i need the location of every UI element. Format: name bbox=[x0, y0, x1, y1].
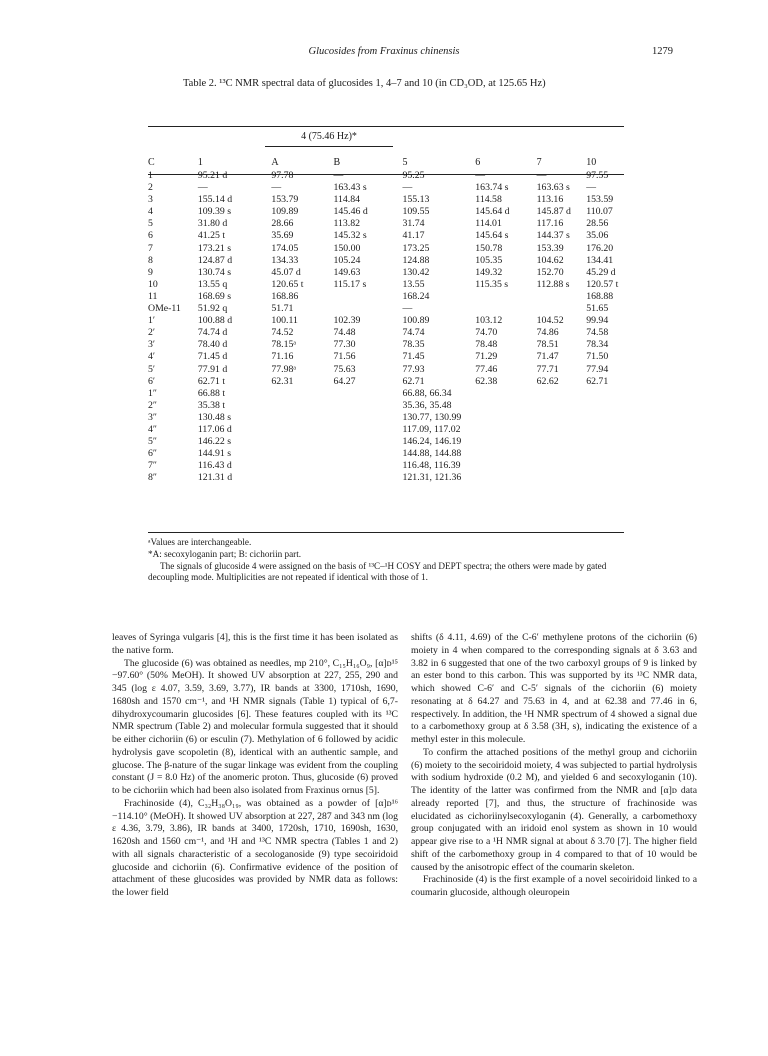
shift-value-cell: 145.87 d bbox=[536, 206, 571, 218]
shift-value-cell: 145.64 d bbox=[475, 206, 510, 218]
shift-value-cell: 104.62 bbox=[536, 254, 564, 266]
shift-value-cell: 66.88, 66.34 bbox=[402, 387, 452, 399]
table-row bbox=[148, 472, 624, 484]
shift-value-cell: 41.25 t bbox=[197, 230, 226, 242]
table-footnotes bbox=[148, 537, 628, 584]
shift-value-cell: 100.89 bbox=[402, 315, 430, 327]
shift-value-cell: 74.70 bbox=[475, 327, 498, 339]
column-header: A bbox=[271, 156, 279, 168]
table-row bbox=[148, 460, 624, 472]
shift-value-cell: 71.47 bbox=[536, 351, 559, 363]
shift-value-cell: 74.48 bbox=[333, 327, 356, 339]
body-column-right bbox=[411, 632, 697, 900]
shift-value-cell: 74.74 bbox=[402, 327, 425, 339]
shift-value-cell: 105.35 bbox=[475, 254, 503, 266]
shift-value-cell: 110.07 bbox=[586, 206, 613, 218]
table-span-header: 4 (75.46 Hz)* bbox=[301, 131, 357, 142]
shift-value-cell bbox=[325, 388, 390, 400]
shift-value-cell bbox=[268, 460, 325, 472]
shift-value-cell: 117.06 d bbox=[197, 423, 232, 435]
carbon-label-cell: 4′ bbox=[148, 351, 156, 363]
carbon-label-cell: 4 bbox=[148, 206, 153, 218]
shift-value-cell: 144.37 s bbox=[536, 230, 570, 242]
carbon-label-cell: 7 bbox=[148, 242, 153, 254]
table-row bbox=[148, 182, 624, 194]
paragraph: shifts (δ 4.11, 4.69) of the C-6′ methylene protons of the cichoriin (6) moiety in 4 when compared to the corresponding signals at δ 3.63 and 3.82 in 6 suggested that one of the two carboxyl groups of 9 is linked by an ester bond to this carbon. This was supported by its ¹³C NMR data, which showed C-6′ and C-5′ signals of the cichoriin (6) moiety resonating at δ 64.27 and 75.63 in 4, and at 62.38 and 77.46 in 6, respectively. In addition, the ¹H NMR spectrum of 4 showed a signal due to a carbomethoxy group at δ 3.58 (3H, s), indicating the existence of a methyl ester in this molecule. bbox=[411, 632, 697, 745]
shift-value-cell: 120.65 t bbox=[271, 278, 304, 290]
shift-value-cell: 77.94 bbox=[586, 363, 609, 375]
shift-value-cell: 51.92 q bbox=[197, 303, 228, 315]
shift-value-cell: 77.91 d bbox=[197, 363, 228, 375]
shift-value-cell: 155.14 d bbox=[197, 194, 233, 206]
shift-value-cell: 109.89 bbox=[271, 206, 299, 218]
shift-value-cell: 105.24 bbox=[333, 254, 361, 266]
table-row bbox=[148, 303, 624, 315]
shift-value-cell: 51.65 bbox=[586, 303, 609, 315]
shift-value-cell: 155.13 bbox=[402, 194, 430, 206]
shift-value-cell bbox=[582, 412, 624, 424]
shift-value-cell: 168.86 bbox=[271, 290, 299, 302]
carbon-label-cell: 6 bbox=[148, 230, 153, 242]
shift-value-cell: 74.86 bbox=[536, 327, 559, 339]
shift-value-cell bbox=[582, 448, 624, 460]
shift-value-cell: 116.43 d bbox=[197, 460, 232, 472]
shift-value-cell bbox=[461, 472, 524, 484]
carbon-label-cell: 5″ bbox=[148, 436, 157, 448]
column-header: C bbox=[148, 156, 155, 168]
shift-value-cell: 134.41 bbox=[586, 254, 614, 266]
shift-value-cell: 62.38 bbox=[475, 375, 498, 387]
shift-value-cell: 78.40 d bbox=[197, 339, 228, 351]
shift-value-cell: 77.98ᵃ bbox=[271, 363, 297, 375]
carbon-label-cell: 1 bbox=[148, 170, 153, 181]
shift-value-cell: 71.16 bbox=[271, 351, 294, 363]
shift-value-cell: 114.84 bbox=[333, 194, 361, 206]
shift-value-cell: 176.20 bbox=[586, 242, 614, 254]
carbon-label-cell: 1″ bbox=[148, 387, 157, 399]
carbon-label-cell: 7″ bbox=[148, 460, 157, 472]
shift-value-cell: 100.11 bbox=[271, 315, 298, 327]
carbon-label-cell: 6′ bbox=[148, 375, 156, 387]
column-header: 10 bbox=[586, 156, 597, 168]
shift-value-cell: 115.17 s bbox=[333, 278, 367, 290]
table-row bbox=[148, 291, 624, 303]
shift-value-cell bbox=[461, 412, 524, 424]
shift-value-cell bbox=[325, 303, 390, 315]
shift-value-cell: 97.55 bbox=[586, 170, 609, 181]
shift-value-cell: 144.88, 144.88 bbox=[402, 448, 462, 460]
shift-value-cell: 113.16 bbox=[536, 194, 564, 206]
table-row bbox=[148, 400, 624, 412]
shift-value-cell bbox=[268, 388, 325, 400]
table-row bbox=[148, 339, 624, 351]
shift-value-cell: 104.52 bbox=[536, 315, 564, 327]
shift-value-cell: 173.25 bbox=[402, 242, 430, 254]
shift-value-cell: 74.74 d bbox=[197, 327, 228, 339]
shift-value-cell: 77.46 bbox=[475, 363, 498, 375]
shift-value-cell: 51.71 bbox=[271, 303, 294, 315]
shift-value-cell bbox=[582, 400, 624, 412]
table-row bbox=[148, 267, 624, 279]
shift-value-cell: 78.35 bbox=[402, 339, 425, 351]
shift-value-cell: 145.64 s bbox=[475, 230, 509, 242]
table-row bbox=[148, 412, 624, 424]
shift-value-cell: 77.30 bbox=[333, 339, 356, 351]
shift-value-cell bbox=[461, 448, 524, 460]
shift-value-cell: 28.66 bbox=[271, 218, 294, 230]
shift-value-cell: 124.88 bbox=[402, 254, 430, 266]
column-header: 6 bbox=[475, 156, 481, 168]
table-body bbox=[148, 170, 624, 484]
carbon-label-cell: 9 bbox=[148, 266, 153, 278]
shift-value-cell: 144.91 s bbox=[197, 448, 232, 460]
shift-value-cell: 62.31 bbox=[271, 375, 294, 387]
shift-value-cell: 153.39 bbox=[536, 242, 564, 254]
shift-value-cell bbox=[582, 460, 624, 472]
shift-value-cell: 168.69 s bbox=[197, 290, 232, 302]
body-column-left bbox=[112, 632, 398, 900]
shift-value-cell: 174.05 bbox=[271, 242, 299, 254]
shift-value-cell: 62.71 bbox=[586, 375, 609, 387]
carbon-label-cell: 3′ bbox=[148, 339, 156, 351]
shift-value-cell: 31.74 bbox=[402, 218, 425, 230]
shift-value-cell bbox=[268, 412, 325, 424]
shift-value-cell: 163.63 s bbox=[536, 182, 570, 194]
shift-value-cell bbox=[525, 291, 583, 303]
shift-value-cell: 112.88 s bbox=[536, 278, 570, 290]
shift-value-cell: 78.51 bbox=[536, 339, 559, 351]
shift-value-cell bbox=[461, 436, 524, 448]
shift-value-cell: 145.46 d bbox=[333, 206, 368, 218]
carbon-label-cell: 6″ bbox=[148, 448, 157, 460]
column-header: B bbox=[333, 156, 341, 168]
shift-value-cell: 78.48 bbox=[475, 339, 498, 351]
shift-value-cell: — bbox=[271, 182, 282, 194]
shift-value-cell bbox=[268, 424, 325, 436]
shift-value-cell bbox=[325, 291, 390, 303]
table-row bbox=[148, 448, 624, 460]
shift-value-cell: 153.79 bbox=[271, 194, 299, 206]
shift-value-cell bbox=[461, 424, 524, 436]
carbon-label-cell: 11 bbox=[148, 290, 158, 302]
shift-value-cell bbox=[325, 436, 390, 448]
shift-value-cell bbox=[582, 472, 624, 484]
shift-value-cell: 71.45 d bbox=[197, 351, 228, 363]
shift-value-cell bbox=[525, 412, 583, 424]
shift-value-cell: 103.12 bbox=[475, 315, 503, 327]
shift-value-cell bbox=[525, 436, 583, 448]
table-row bbox=[148, 230, 624, 242]
shift-value-cell: 31.80 d bbox=[197, 218, 228, 230]
shift-value-cell: 13.55 bbox=[402, 278, 425, 290]
table-row bbox=[148, 327, 624, 339]
carbon-label-cell: 2 bbox=[148, 182, 153, 194]
shift-value-cell: 124.87 d bbox=[197, 254, 233, 266]
shift-value-cell: 95.21 d bbox=[197, 170, 228, 181]
shift-value-cell: 134.33 bbox=[271, 254, 299, 266]
carbon-label-cell: 5′ bbox=[148, 363, 156, 375]
shift-value-cell: 114.58 bbox=[475, 194, 502, 206]
shift-value-cell: 168.88 bbox=[586, 290, 614, 302]
table-row bbox=[148, 351, 624, 363]
shift-value-cell: 149.63 bbox=[333, 266, 361, 278]
shift-value-cell: 102.39 bbox=[333, 315, 361, 327]
table-row bbox=[148, 279, 624, 291]
shift-value-cell: 130.48 s bbox=[197, 411, 232, 423]
shift-value-cell: 117.09, 117.02 bbox=[402, 423, 461, 435]
page-number: 1279 bbox=[652, 46, 673, 57]
shift-value-cell: 99.94 bbox=[586, 315, 609, 327]
table-row bbox=[148, 388, 624, 400]
shift-value-cell bbox=[525, 388, 583, 400]
shift-value-cell: 113.82 bbox=[333, 218, 361, 230]
paragraph: To confirm the attached positions of the methyl group and cichoriin (6) moiety to the secoiridoid moiety, 4 was subjected to partial hydrolysis with sodium hydroxide (0.2 M), and yielded 6 and secoxyloganin (10). The identity of the latter was confirmed from the NMR and [α]ᴅ data already reported [7], and thus, the structure of frachinoside was elucidated as cichoriinylsecoxyloganin (4). Generally, a carbomethoxy group conjugated with an iridoid enol system as shown in 10 would appear give rise to a ¹H NMR signal at about δ 3.70 [7]. The higher field shift of the carbomethoxy group in 4 compared to that of 10 would be caused by the anisotropic effect of the coumarin skeleton. bbox=[411, 746, 697, 873]
shift-value-cell bbox=[461, 291, 524, 303]
shift-value-cell: 163.43 s bbox=[333, 182, 367, 194]
table-row bbox=[148, 206, 624, 218]
shift-value-cell: — bbox=[536, 170, 547, 181]
shift-value-cell: 146.22 s bbox=[197, 436, 232, 448]
shift-value-cell bbox=[525, 424, 583, 436]
shift-value-cell: 120.57 t bbox=[586, 278, 619, 290]
running-head-title: Glucosides from Fraxinus chinensis bbox=[308, 46, 460, 57]
shift-value-cell: 74.58 bbox=[586, 327, 609, 339]
carbon-label-cell: 8″ bbox=[148, 472, 157, 484]
shift-value-cell: 130.74 s bbox=[197, 266, 232, 278]
shift-value-cell: 145.32 s bbox=[333, 230, 367, 242]
shift-value-cell: 35.06 bbox=[586, 230, 609, 242]
column-header: 7 bbox=[536, 156, 542, 168]
table-caption: Table 2. ¹³C NMR spectral data of glucosides 1, 4–7 and 10 (in CD₃OD, at 125.65 Hz) bbox=[183, 78, 546, 89]
shift-value-cell: — bbox=[197, 182, 208, 194]
table-row bbox=[148, 364, 624, 376]
paragraph: Frachinoside (4) is the first example of a novel secoiridoid linked to a coumarin glucoside, although oleuropein bbox=[411, 874, 697, 898]
carbon-label-cell: 10 bbox=[148, 278, 158, 290]
shift-value-cell: 74.52 bbox=[271, 327, 294, 339]
shift-value-cell bbox=[525, 472, 583, 484]
shift-value-cell: 71.29 bbox=[475, 351, 498, 363]
table-row bbox=[148, 243, 624, 255]
shift-value-cell: 100.88 d bbox=[197, 315, 233, 327]
shift-value-cell bbox=[268, 448, 325, 460]
shift-value-cell: 35.36, 35.48 bbox=[402, 399, 452, 411]
shift-value-cell: 62.71 t bbox=[197, 375, 226, 387]
shift-value-cell: 114.01 bbox=[475, 218, 502, 230]
shift-value-cell: 71.50 bbox=[586, 351, 609, 363]
span-header-rule bbox=[265, 146, 393, 147]
shift-value-cell bbox=[268, 436, 325, 448]
shift-value-cell: 109.55 bbox=[402, 206, 430, 218]
carbon-label-cell: 3 bbox=[148, 194, 153, 206]
shift-value-cell bbox=[582, 424, 624, 436]
shift-value-cell: 121.31, 121.36 bbox=[402, 472, 462, 484]
paragraph: Frachinoside (4), C₃₂H₃₈O₁₉, was obtained as a powder of [α]ᴅ¹⁶ −114.10° (MeOH). It showed UV absorption at 227, 287 and 343 nm (log ε 4.36, 3.79, 3.86), IR bands at 3400, 1720sh, 1710, 1690sh, 1630, 1620sh and 1560 cm⁻¹, and ¹H and ¹³C NMR spectra (Tables 1 and 2) with all signals characteristic of a secologanoside (9) type secoiridoid glucoside and cichoriin (6). Confirmative evidence of the position of attachment of these glucosides was provided by NMR data as follows: the lower field bbox=[112, 797, 398, 898]
shift-value-cell bbox=[582, 388, 624, 400]
shift-value-cell: 150.78 bbox=[475, 242, 503, 254]
shift-value-cell: — bbox=[333, 170, 344, 181]
shift-value-cell: 64.27 bbox=[333, 375, 356, 387]
shift-value-cell: 71.56 bbox=[333, 351, 356, 363]
shift-value-cell: 150.00 bbox=[333, 242, 361, 254]
shift-value-cell: 45.07 d bbox=[271, 266, 301, 278]
shift-value-cell bbox=[525, 448, 583, 460]
footnote: *A: secoxyloganin part; B: cichoriin part. bbox=[148, 548, 302, 559]
table-top-rule bbox=[148, 126, 624, 127]
shift-value-cell: 109.39 s bbox=[197, 206, 232, 218]
shift-value-cell: 66.88 t bbox=[197, 387, 226, 399]
shift-value-cell bbox=[325, 412, 390, 424]
shift-value-cell: 168.24 bbox=[402, 290, 430, 302]
shift-value-cell bbox=[525, 303, 583, 315]
footnote: ᵃValues are interchangeable. bbox=[148, 537, 252, 547]
shift-value-cell: 146.24, 146.19 bbox=[402, 436, 462, 448]
shift-value-cell: 117.16 bbox=[536, 218, 564, 230]
shift-value-cell bbox=[525, 460, 583, 472]
shift-value-cell bbox=[268, 472, 325, 484]
shift-value-cell: 95.25 bbox=[402, 170, 425, 181]
shift-value-cell: 78.34 bbox=[586, 339, 609, 351]
paragraph: leaves of Syringa vulgaris [4], this is the first time it has been isolated as the native form. bbox=[112, 632, 398, 656]
shift-value-cell: 45.29 d bbox=[586, 266, 616, 278]
carbon-label-cell: 1′ bbox=[148, 315, 156, 327]
table-row bbox=[148, 170, 624, 182]
shift-value-cell: 77.93 bbox=[402, 363, 425, 375]
shift-value-cell: 116.48, 116.39 bbox=[402, 460, 461, 472]
shift-value-cell: 152.70 bbox=[536, 266, 564, 278]
shift-value-cell bbox=[461, 303, 524, 315]
shift-value-cell bbox=[325, 448, 390, 460]
shift-value-cell: — bbox=[402, 182, 413, 194]
shift-value-cell bbox=[461, 388, 524, 400]
column-header: 5 bbox=[402, 156, 408, 168]
shift-value-cell: 153.59 bbox=[586, 194, 614, 206]
shift-value-cell bbox=[461, 400, 524, 412]
shift-value-cell: — bbox=[586, 182, 596, 194]
shift-value-cell: 130.42 bbox=[402, 266, 430, 278]
shift-value-cell bbox=[525, 400, 583, 412]
shift-value-cell: 35.38 t bbox=[197, 399, 226, 411]
table-row bbox=[148, 218, 624, 230]
shift-value-cell: 62.71 bbox=[402, 375, 425, 387]
table-row bbox=[148, 376, 624, 388]
shift-value-cell: 62.62 bbox=[536, 375, 559, 387]
shift-value-cell: 13.55 q bbox=[197, 278, 228, 290]
carbon-label-cell: 4″ bbox=[148, 423, 157, 435]
shift-value-cell: 149.32 bbox=[475, 266, 503, 278]
footnote: The signals of glucoside 4 were assigned on the basis of ¹³C–¹H COSY and DEPT spectra; the others were made by gated decoupling mode. Multiplicities are not repeated if identical with those of 1. bbox=[148, 560, 607, 583]
table-row bbox=[148, 255, 624, 267]
shift-value-cell bbox=[461, 460, 524, 472]
shift-value-cell bbox=[325, 400, 390, 412]
shift-value-cell: 28.56 bbox=[586, 218, 609, 230]
shift-value-cell: 71.45 bbox=[402, 351, 425, 363]
table-header-row bbox=[148, 154, 624, 170]
carbon-label-cell: 2″ bbox=[148, 399, 157, 411]
column-header: 1 bbox=[197, 156, 203, 168]
nmr-data-table bbox=[148, 154, 624, 484]
carbon-label-cell: OMe-11 bbox=[148, 303, 181, 315]
shift-value-cell bbox=[325, 424, 390, 436]
shift-value-cell bbox=[325, 472, 390, 484]
table-row bbox=[148, 315, 624, 327]
shift-value-cell: 121.31 d bbox=[197, 472, 233, 484]
paragraph: The glucoside (6) was obtained as needles, mp 210°, C₁₅H₁₆O₉, [α]ᴅ¹⁵ −97.60° (50% MeOH). It showed UV absorption at 227, 255, 290 and 345 (log ε 4.07, 3.59, 3.69, 3.77), IR bands at 3300, 1710sh, 1690, 1680sh and 1570 cm⁻¹, and ¹H NMR signals (Table 1) typical of 6,7-dihydroxycoumarin glucosides [6]. These features coupled with its ¹³C NMR spectrum (Table 2) and molecular formula suggested that it should be either cichoriin (6) or esculin (7). Methylation of 6 followed by acidic hydrolysis gave scopoletin (8), identical with an authentic sample, and glucose. The β-nature of the sugar linkage was evident from the coupling constant (J = 8.0 Hz) of the anomeric proton. Thus, glucoside (6) proved to be cichoriin which had been also isolated from Fraxinus ornus [5]. bbox=[112, 657, 398, 796]
carbon-label-cell: 3″ bbox=[148, 411, 157, 423]
shift-value-cell: 35.69 bbox=[271, 230, 294, 242]
shift-value-cell: — bbox=[475, 170, 486, 181]
shift-value-cell: 77.71 bbox=[536, 363, 559, 375]
shift-value-cell: 163.74 s bbox=[475, 182, 509, 194]
table-row bbox=[148, 424, 624, 436]
shift-value-cell: 130.77, 130.99 bbox=[402, 411, 462, 423]
shift-value-cell: 78.15ᵃ bbox=[271, 339, 297, 351]
carbon-label-cell: 2′ bbox=[148, 327, 156, 339]
carbon-label-cell: 5 bbox=[148, 218, 153, 230]
shift-value-cell bbox=[582, 436, 624, 448]
carbon-label-cell: 8 bbox=[148, 254, 153, 266]
shift-value-cell: 173.21 s bbox=[197, 242, 232, 254]
shift-value-cell: 115.35 s bbox=[475, 278, 509, 290]
shift-value-cell: 97.78 bbox=[271, 170, 294, 181]
shift-value-cell bbox=[325, 460, 390, 472]
table-bottom-rule bbox=[148, 532, 624, 533]
table-row bbox=[148, 436, 624, 448]
table-row bbox=[148, 194, 624, 206]
shift-value-cell: 41.17 bbox=[402, 230, 425, 242]
shift-value-cell bbox=[268, 400, 325, 412]
shift-value-cell: — bbox=[402, 303, 413, 315]
shift-value-cell: 75.63 bbox=[333, 363, 356, 375]
